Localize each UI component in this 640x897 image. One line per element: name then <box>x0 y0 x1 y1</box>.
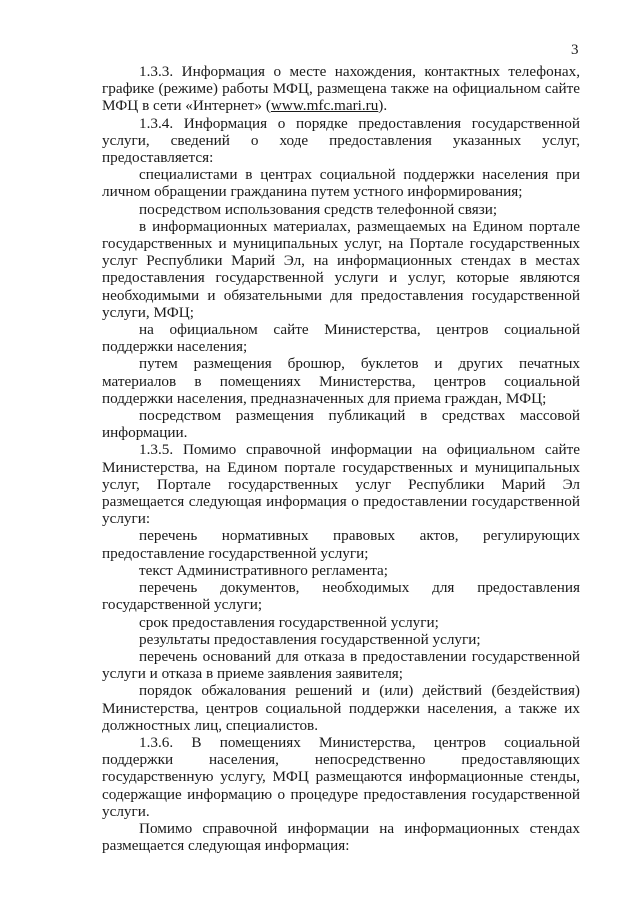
paragraph-text: 1.3.3. Информация о месте нахождения, контактных телефонах, графике (режиме) работы МФЦ, размещена также на официальном сайте МФЦ в сети «Интернет» ( <box>102 63 580 115</box>
paragraph-1-3-5: 1.3.5. Помимо справочной информации на официальном сайте Министерства, на Едином портале государственных и муниципальных услуг, Портале государственных услуг Республики Марий Эл размещается следующая информация о предоставлении государственной услуги: <box>102 441 580 528</box>
list-item: перечень документов, необходимых для предоставления государственной услуги; <box>102 579 580 614</box>
paragraph-1-3-3 <box>102 63 580 115</box>
list-item: на официальном сайте Министерства, центров социальной поддержки населения; <box>102 321 580 356</box>
list-item: путем размещения брошюр, буклетов и других печатных материалов в помещениях Министерства, центров социальной поддержки населения, предназначенных для приема граждан, МФЦ; <box>102 355 580 407</box>
list-item: посредством использования средств телефонной связи; <box>139 200 498 218</box>
document-body <box>102 63 580 854</box>
list-item: перечень нормативных правовых актов, регулирующих предоставление государственной услуги; <box>102 527 580 562</box>
list-item: срок предоставления государственной услуги; <box>139 613 439 631</box>
mfc-website-link[interactable]: www.mfc.mari.ru <box>270 97 379 115</box>
page-number: 3 <box>571 42 579 58</box>
paragraph-stands-info: Помимо справочной информации на информационных стендах размещается следующая информация: <box>102 819 580 855</box>
paragraph-text: ). <box>378 97 388 115</box>
list-item: специалистами в центрах социальной поддержки населения при личном обращении гражданина путем устного информирования; <box>102 166 580 201</box>
list-item: посредством размещения публикаций в средствах массовой информации. <box>102 407 580 442</box>
paragraph-1-3-4: 1.3.4. Информация о порядке предоставления государственной услуги, сведений о ходе предоставления указанных услуг, предоставляется: <box>102 114 580 167</box>
list-item: текст Административного регламента; <box>139 561 389 579</box>
list-item: результаты предоставления государственной услуги; <box>139 630 481 648</box>
list-item: порядок обжалования решений и (или) действий (бездействия) Министерства, центров социальной поддержки населения, а также их должностных лиц, специалистов. <box>102 682 580 734</box>
list-item: перечень оснований для отказа в предоставлении государственной услуги и отказа в приеме заявления заявителя; <box>102 647 580 683</box>
list-item: в информационных материалах, размещаемых на Едином портале государственных и муниципальных услуг, на Портале государственных услуг Республики Марий Эл, на информационных стендах в местах предоставления государственной услуги и услуг, которые являются необходимыми и обязательными для предоставления государственной услуги, МФЦ; <box>102 217 580 321</box>
paragraph-1-3-6: 1.3.6. В помещениях Министерства, центров социальной поддержки населения, непосредственно предоставляющих государственную услугу, МФЦ размещаются информационные стенды, содержащие информацию о процедуре предоставления государственной услуги. <box>102 733 580 820</box>
